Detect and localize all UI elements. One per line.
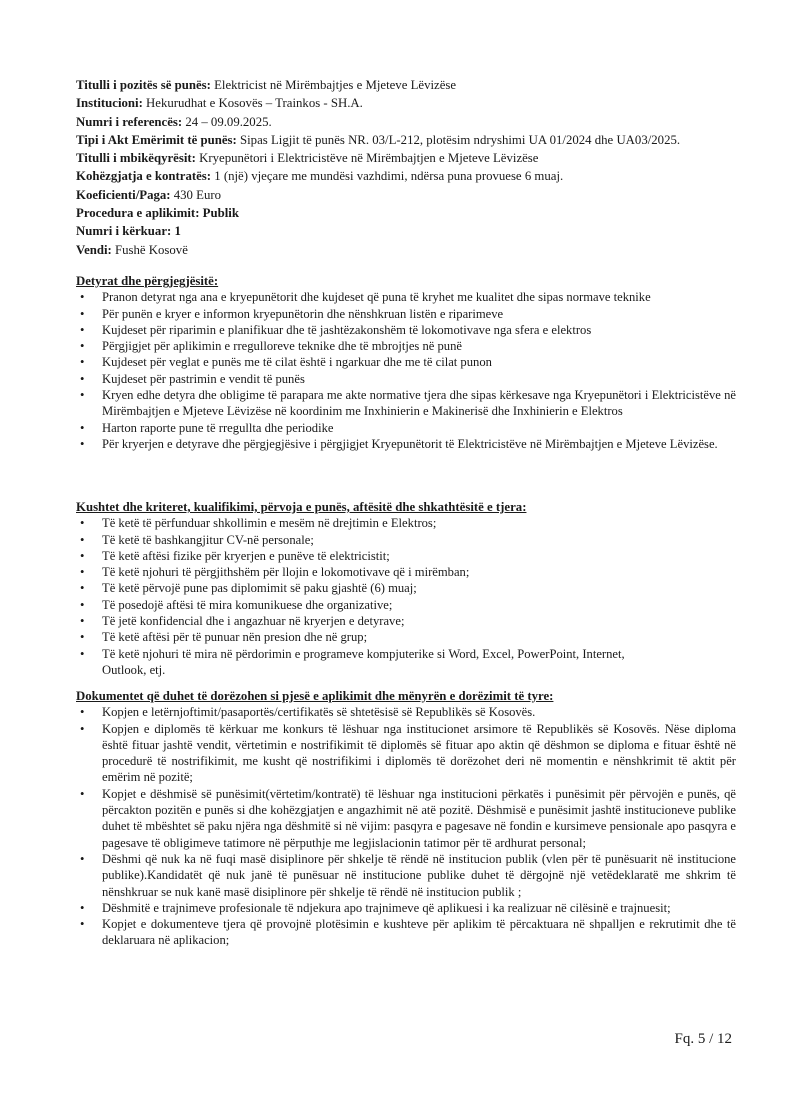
list-item: • Dëshmi që nuk ka në fuqi masë disiplinore për shkelje të rëndë në institucion publik (vlen për të punësuarit në institucione publike).Kandidatët që nuk janë të punësuar në institucione publike duhet të dërgojnë një vetëdeklaratë me shkrim të nënshkruar se nuk kanë masë disiplinore për shkelje të rëndë në institucion publik ; (76, 851, 736, 900)
field-value: Kryepunëtori i Elektricistëve në Mirëmbajtjen e Mjeteve Lëvizëse (195, 151, 539, 166)
field-number-required (76, 222, 756, 240)
page-number: Fq. 5 / 12 (674, 1031, 732, 1047)
list-item: • Të ketë të bashkangjitur CV-në personale; (76, 532, 736, 548)
list-item: • Kryen edhe detyra dhe obligime të parapara me akte normative tjera dhe sipas kërkesave nga Kryepunëtori i Elektricistëve në Mirëmbajtjen e Mjeteve Lëvizëse në koordinim me Inxhinierin e Makinerisë dhe Inxhinierin e Elektros (76, 387, 736, 420)
list-item: • Për punën e kryer e informon kryepunëtorin dhe nënshkruan listën e riparimeve (76, 306, 736, 322)
list-item: • Dëshmitë e trajnimeve profesionale të ndjekura apo trajnimeve që aplikuesi i ka realizuar në cilësinë e trajnuesit; (76, 900, 736, 916)
field-label: Vendi: (76, 242, 112, 257)
duties-title: Detyrat dhe përgjegjësitë: (76, 274, 219, 288)
list-item: • Kopjet e dokumenteve tjera që provojnë plotësimin e kushteve për aplikim të përcaktuara në shpalljen e rekrutimit dhe të deklaruara në aplikacion; (76, 916, 736, 949)
duties-section (76, 273, 736, 452)
conditions-section (76, 499, 736, 678)
field-value: Hekurudhat e Kosovës – Trainkos - SH.A. (142, 96, 363, 111)
list-item: • Kopjen e letërnjoftimit/pasaportës/certifikatës së shtetësisë së Republikës së Kosovës. (76, 704, 736, 720)
field-supervisor-title (76, 149, 756, 167)
field-location (76, 241, 756, 259)
field-value: 430 Euro (170, 187, 222, 202)
documents-list (76, 704, 736, 948)
field-contract-duration (76, 167, 756, 185)
field-institution (76, 94, 756, 112)
documents-title: Dokumentet që duhet të dorëzohen si pjesë e aplikimit dhe mënyrën e dorëzimit të tyre: (76, 689, 554, 703)
list-item: • Kopjen e diplomës të kërkuar me konkurs të lëshuar nga institucionet arsimore të Republikës së Kosovës. Nëse diploma është fituar jashtë vendit, vërtetimin e nostrifikimit të diplomës së fituar apo aktin që dëshmon se diploma e fituar është në procedurë të nostrifikimit, me kusht që nostrifikimi i diplomës të dorëzohet deri në momentin e nënshkrimit të aktit për emërim në pozitë; (76, 721, 736, 786)
list-item: • Të jetë konfidencial dhe i angazhuar në kryerjen e detyrave; (76, 613, 736, 629)
list-item: • Kujdeset për pastrimin e vendit të punës (76, 371, 736, 387)
field-label: Titulli i mbikëqyrësit: (76, 151, 196, 166)
field-value: 1 (një) vjeçare me mundësi vazhdimi, ndërsa puna provuese 6 muaj. (211, 169, 564, 184)
field-salary (76, 186, 756, 204)
field-value: Publik (199, 206, 239, 221)
job-info-block (76, 76, 756, 259)
list-item: • Të ketë njohuri të mira në përdorimin e programeve kompjuterike si Word, Excel, PowerPoint, Internet, Outlook, etj. (76, 646, 736, 679)
list-item: • Përgjigjet për aplikimin e rregulloreve teknike dhe të mbrojtjes në punë (76, 338, 736, 354)
field-label: Numri i kërkuar: (76, 224, 172, 239)
list-item: • Harton raporte pune të rregullta dhe periodike (76, 420, 736, 436)
field-application-procedure (76, 204, 756, 222)
field-value: 24 – 09.09.2025. (182, 114, 272, 129)
list-item: • Të posedojë aftësi të mira komunikuese dhe organizative; (76, 597, 736, 613)
field-label: Numri i referencës: (76, 114, 183, 129)
field-label: Kohëzgjatja e kontratës: (76, 169, 212, 184)
field-value: Sipas Ligjit të punës NR. 03/L-212, plotësim ndryshimi UA 01/2024 dhe UA03/2025. (236, 132, 681, 147)
list-item: • Kujdeset për veglat e punës me të cilat është i ngarkuar dhe me të cilat punon (76, 354, 736, 370)
list-item: • Të ketë aftësi fizike për kryerjen e punëve të elektricistit; (76, 548, 736, 564)
field-reference-number (76, 113, 756, 131)
field-label: Koeficienti/Paga: (76, 187, 171, 202)
list-item: • Kopjet e dëshmisë së punësimit(vërtetim/kontratë) të lëshuar nga institucioni përkatës i punësimit për përvojën e punës, që përcakton pozitën e punës si dhe kohëzgjatjen e angazhimit në atë pozitë. Dëshmisë e punësimit jashtë institucioneve publike duhet të mbështet së paku njëra nga dëshmitë si në vijim: pasqyra e pagesave në fondin e kursimeve pensionale apo pasqyra e pagesave të obligimeve tatimore në përputhje me legjislacionin tatimor për të ardhurat personal; (76, 786, 736, 851)
list-item: • Kujdeset për riparimin e planifikuar dhe të jashtëzakonshëm të lokomotivave nga sfera e elektros (76, 322, 736, 338)
list-item: • Të ketë të përfunduar shkollimin e mesëm në drejtimin e Elektros; (76, 515, 736, 531)
field-label: Institucioni: (76, 96, 143, 111)
field-label: Tipi i Akt Emërimit të punës: (76, 132, 237, 147)
field-job-title (76, 76, 756, 94)
documents-section (76, 688, 736, 949)
conditions-title: Kushtet dhe kriteret, kualifikimi, përvoja e punës, aftësitë dhe shkathtësitë e tjera: (76, 500, 527, 514)
list-item: • Të ketë njohuri të përgjithshëm për llojin e lokomotivave që i mirëmban; (76, 564, 736, 580)
duties-list (76, 289, 736, 452)
field-label: Procedura e aplikimit: (76, 206, 200, 221)
field-value: Elektricist në Mirëmbajtjes e Mjeteve Lëvizëse (210, 78, 457, 92)
field-label: Titulli i pozitës së punës: (76, 78, 211, 92)
list-item: • Të ketë aftësi për të punuar nën presion dhe në grup; (76, 629, 736, 645)
list-item: • Pranon detyrat nga ana e kryepunëtorit dhe kujdeset që puna të kryhet me kualitet dhe sipas normave teknike (76, 289, 736, 305)
list-item: • Për kryerjen e detyrave dhe përgjegjësive i përgjigjet Kryepunëtorit të Elektricistëve në Mirëmbajtjen e Mjeteve Lëvizëse. (76, 436, 736, 452)
list-item: • Të ketë përvojë pune pas diplomimit së paku gjashtë (6) muaj; (76, 580, 736, 596)
field-appointment-type (76, 131, 756, 149)
field-value: Fushë Kosovë (111, 242, 188, 257)
field-value: 1 (171, 224, 181, 239)
conditions-list (76, 515, 736, 678)
